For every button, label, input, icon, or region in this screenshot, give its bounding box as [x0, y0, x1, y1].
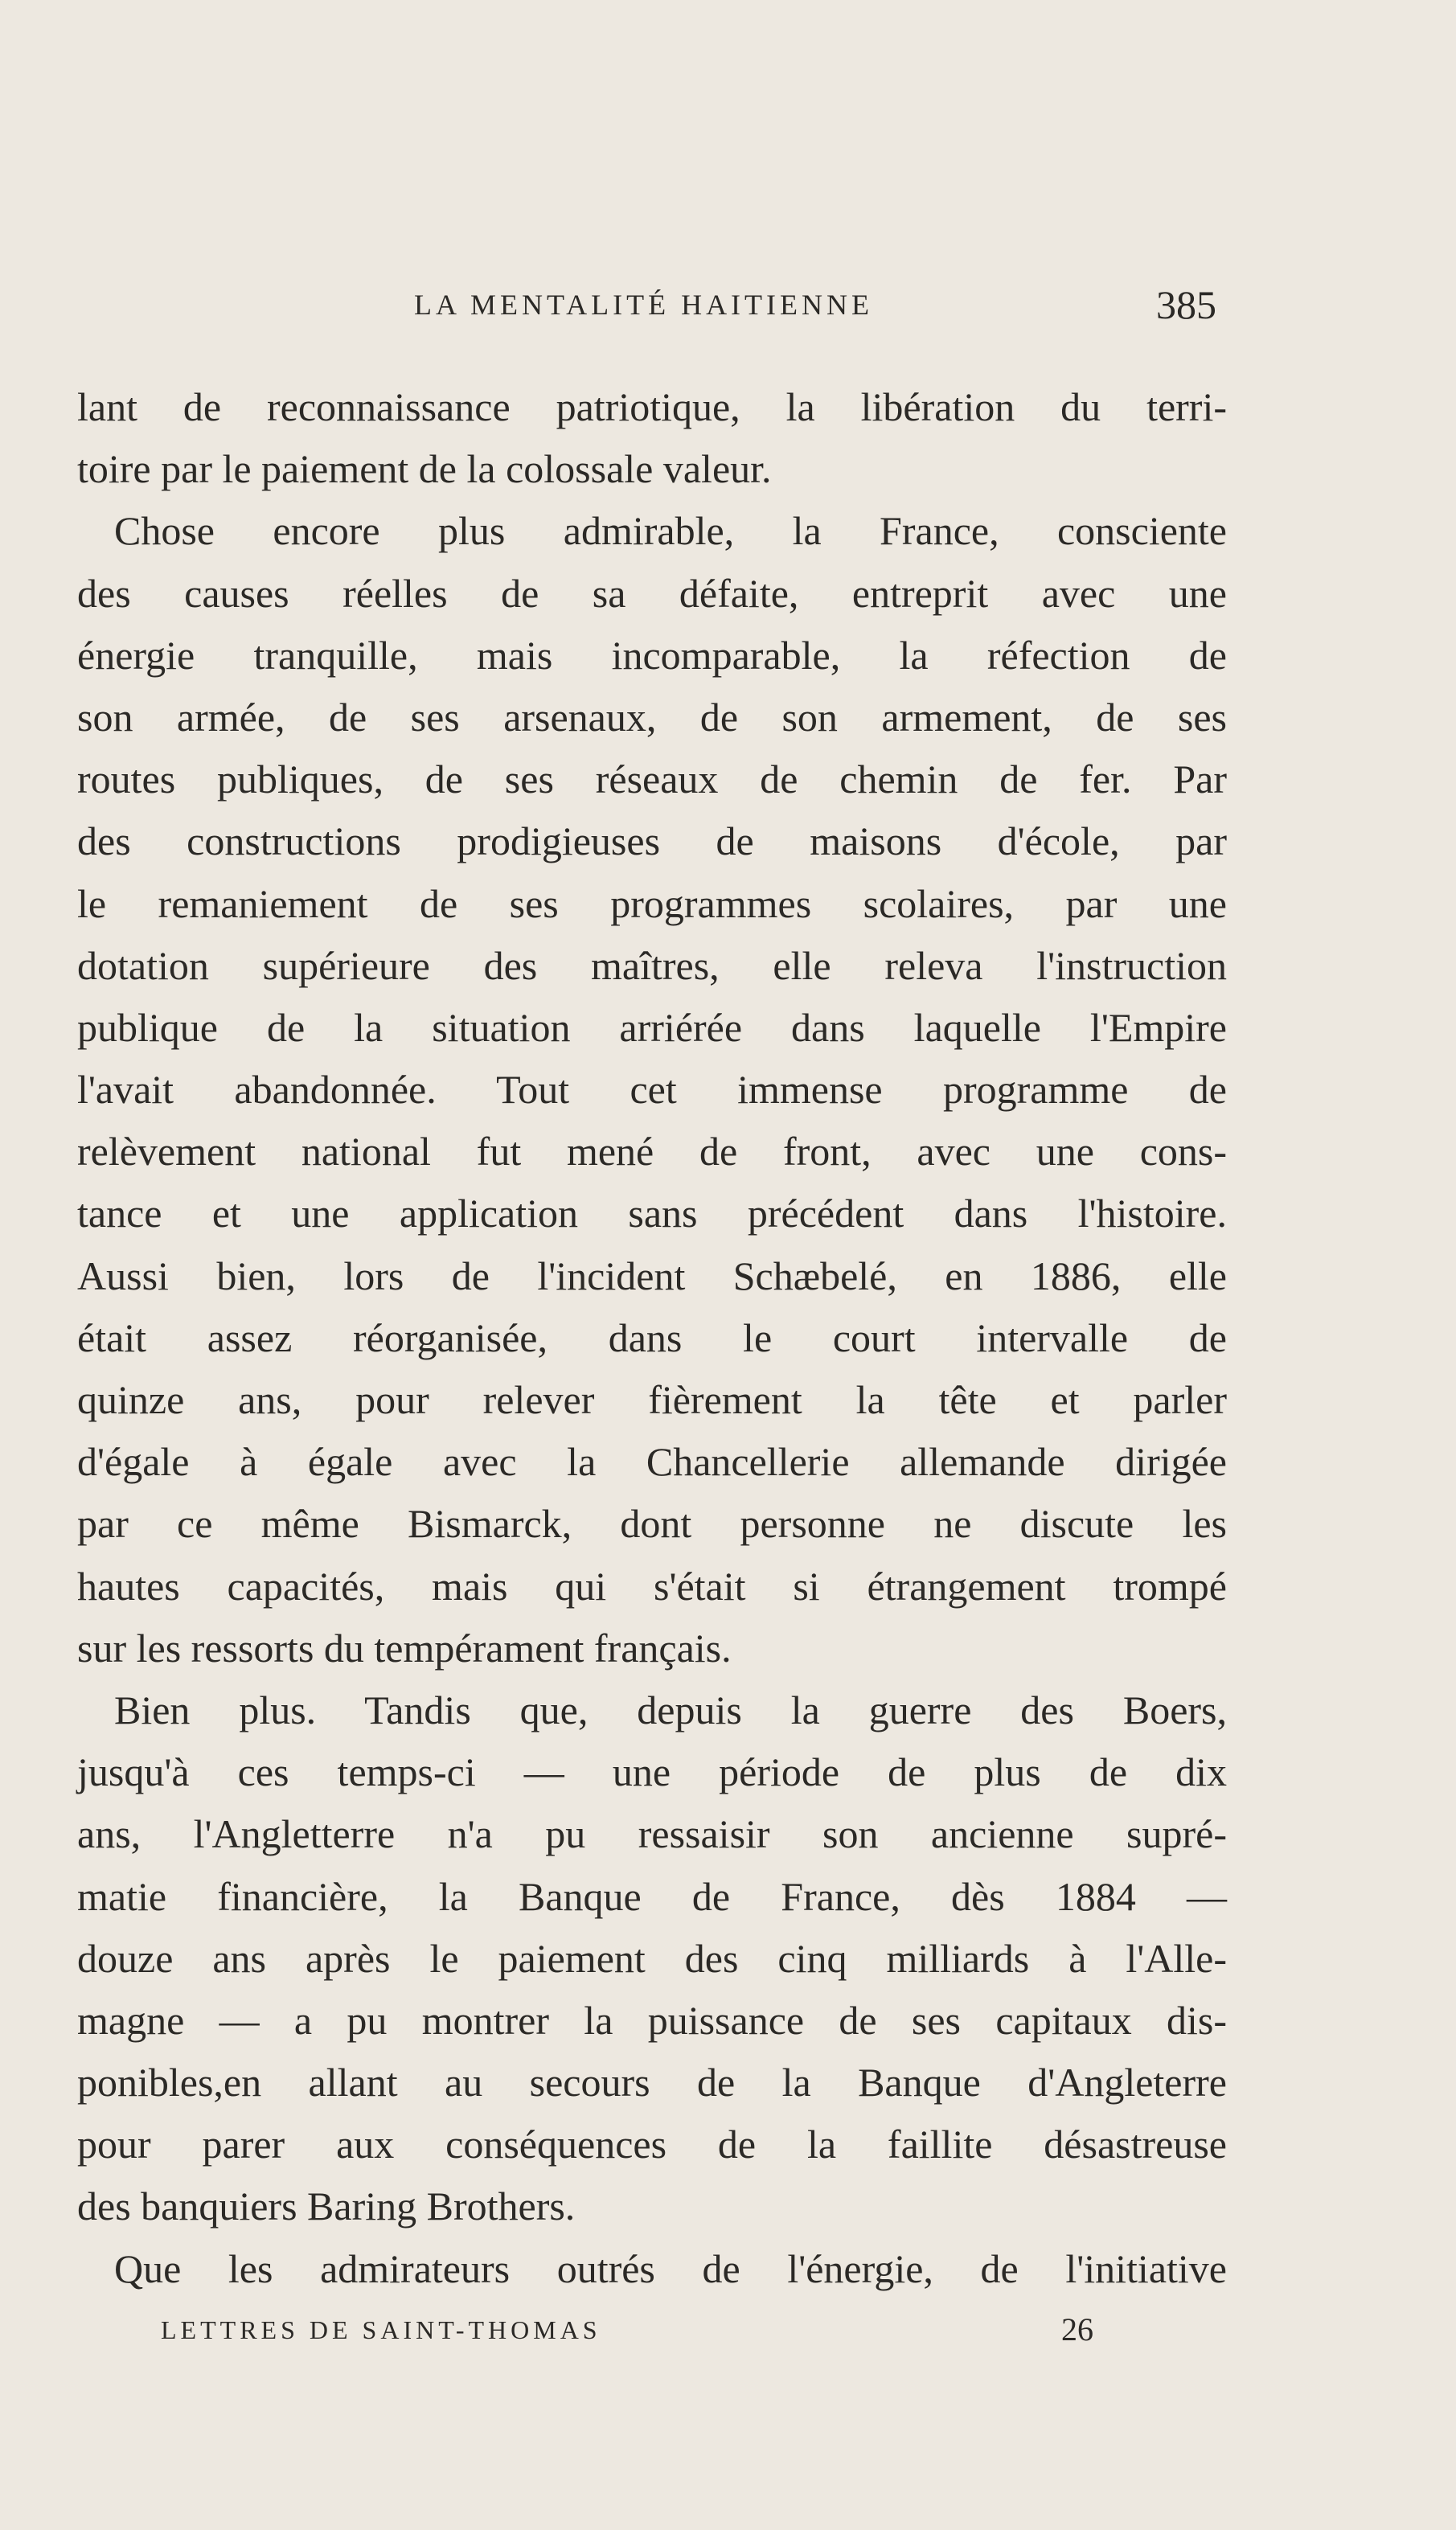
running-title: LA MENTALITÉ HAITIENNE — [414, 289, 874, 321]
text-line: par ce même Bismarck, dont personne ne discute les — [77, 1501, 1227, 1547]
text-line: routes publiques, de ses réseaux de chemin de fer. Par — [77, 757, 1227, 802]
text-line: sur les ressorts du tempérament français. — [77, 1625, 732, 1671]
text-line: d'égale à égale avec la Chancellerie allemande dirigée — [77, 1439, 1227, 1485]
text-line: hautes capacités, mais qui s'était si étrangement trompé — [77, 1563, 1227, 1609]
page-footer — [0, 2311, 1456, 2364]
text-line: quinze ans, pour relever fièrement la tête et parler — [77, 1377, 1227, 1422]
text-line: douze ans après le paiement des cinq milliards à l'Alle- — [77, 1935, 1227, 1981]
text-line: des banquiers Baring Brothers. — [77, 2184, 576, 2229]
text-line: était assez réorganisée, dans le court intervalle de — [77, 1314, 1227, 1360]
text-line: dotation supérieure des maîtres, elle releva l'instruction — [77, 942, 1227, 988]
text-line: énergie tranquille, mais incomparable, la réfection de — [77, 632, 1227, 678]
text-line: toire par le paiement de la colossale valeur. — [77, 446, 772, 492]
text-line: magne — a pu montrer la puissance de ses capitaux dis- — [77, 1997, 1227, 2043]
text-line: jusqu'à ces temps-ci — une période de plus de dix — [77, 1749, 1227, 1795]
text-line: l'avait abandonnée. Tout cet immense programme de — [77, 1067, 1227, 1113]
text-line: publique de la situation arriérée dans laquelle l'Empire — [77, 1004, 1227, 1050]
text-line: le remaniement de ses programmes scolaires, par une — [77, 880, 1227, 926]
signature-mark: LETTRES DE SAINT-THOMAS — [161, 2315, 601, 2344]
text-line: Chose encore plus admirable, la France, consciente — [114, 508, 1227, 554]
text-line: son armée, de ses arsenaux, de son armement, de ses — [77, 694, 1227, 740]
signature-number: 26 — [1061, 2311, 1093, 2348]
text-line: matie financière, la Banque de France, dès 1884 — — [77, 1873, 1227, 1919]
text-line: Bien plus. Tandis que, depuis la guerre des Boers, — [114, 1687, 1227, 1732]
text-line: Que les admirateurs outrés de l'énergie, de l'initiative — [114, 2245, 1227, 2291]
text-line: des causes réelles de sa défaite, entreprit avec une — [77, 570, 1227, 616]
text-line: ponibles,en allant au secours de la Banque d'Angleterre — [77, 2060, 1227, 2106]
body-text — [77, 376, 1227, 2300]
text-line: ans, l'Angletterre n'a pu ressaisir son ancienne supré- — [77, 1811, 1227, 1857]
page-number: 385 — [1156, 282, 1216, 327]
text-line: lant de reconnaissance patriotique, la libération du terri- — [77, 384, 1227, 429]
text-line: relèvement national fut mené de front, avec une cons- — [77, 1129, 1227, 1175]
text-line: pour parer aux conséquences de la faillite désastreuse — [77, 2122, 1227, 2167]
text-line: des constructions prodigieuses de maisons d'école, par — [77, 818, 1227, 864]
text-line: tance et une application sans précédent dans l'histoire. — [77, 1191, 1227, 1236]
page-header — [0, 283, 1456, 331]
text-line: Aussi bien, lors de l'incident Schæbelé, en 1886, elle — [77, 1253, 1227, 1298]
